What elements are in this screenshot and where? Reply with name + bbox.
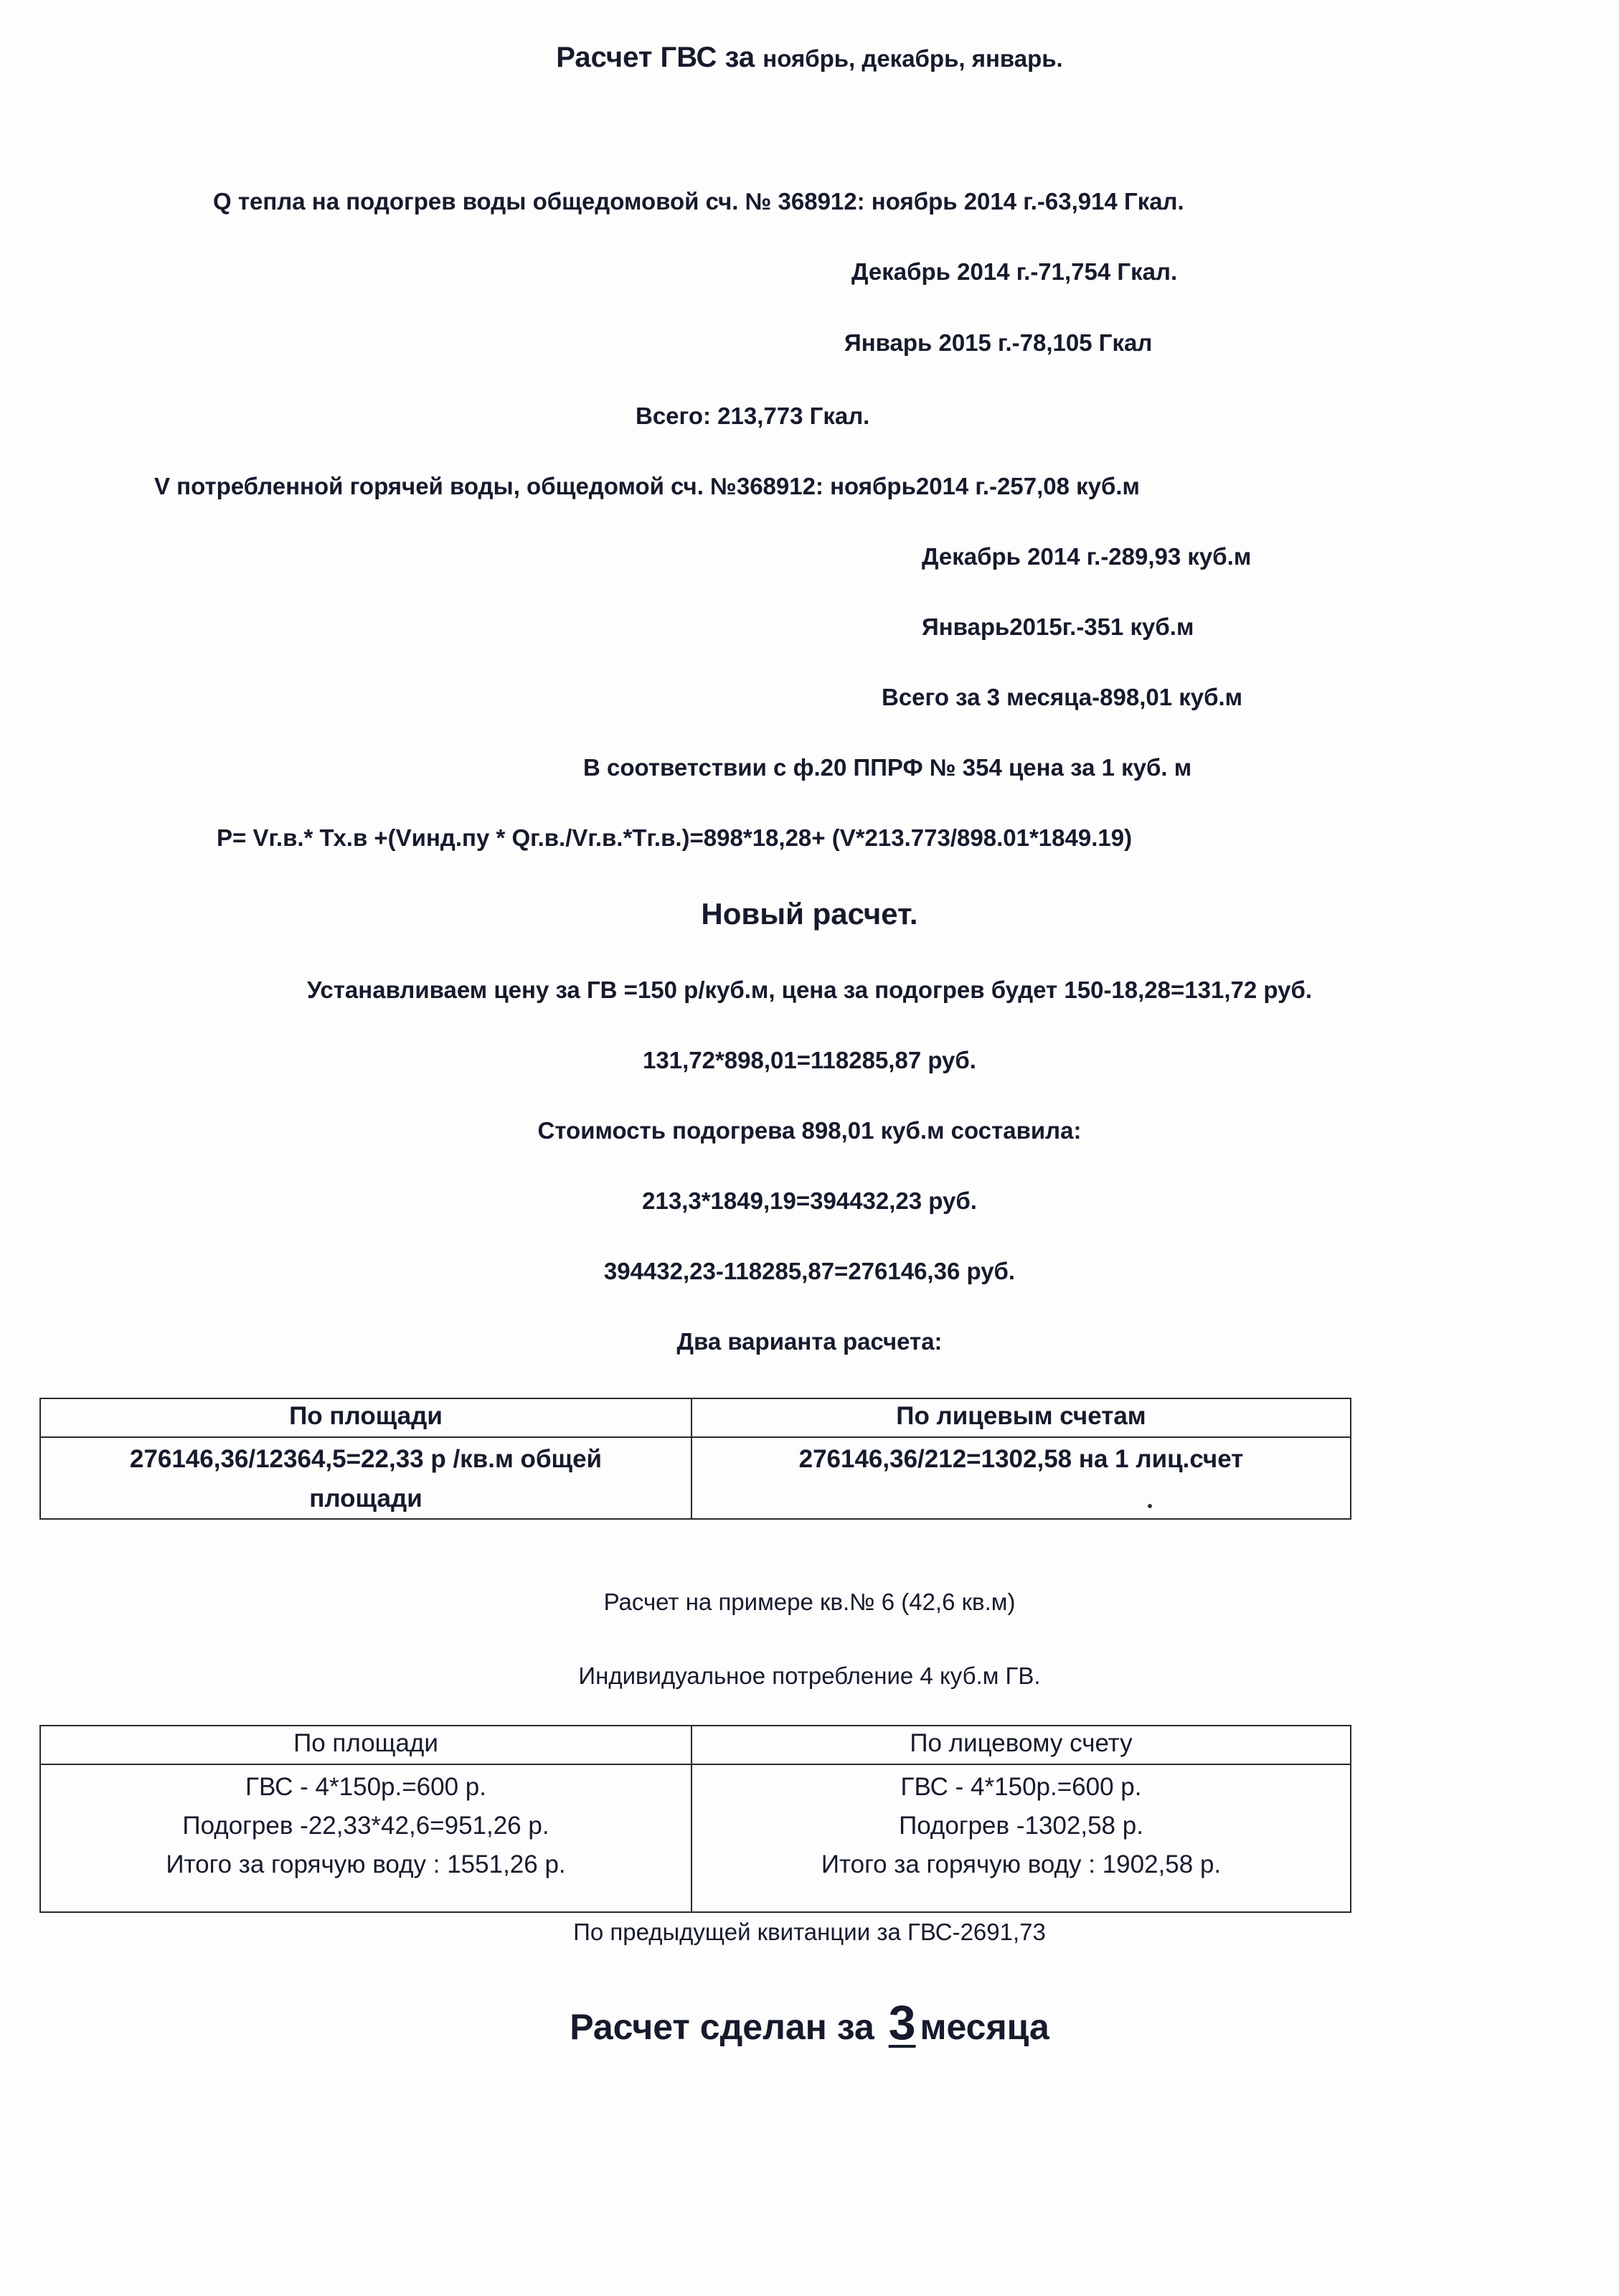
heat-total: Всего: 213,773 Гкал. xyxy=(636,403,870,429)
new-calc-line-3: Стоимость подогрева 898,01 куб.м составила: xyxy=(537,1117,1082,1144)
table-header-row xyxy=(40,1398,1351,1437)
volume-line-3: Январь2015г.-351 куб.м xyxy=(922,613,1194,640)
footer-summary xyxy=(0,1995,1619,2051)
table-header-account: По лицевому счету xyxy=(692,1726,1351,1764)
table-header-accounts: По лицевым счетам xyxy=(692,1398,1351,1437)
new-calc-line-5: 394432,23-118285,87=276146,36 руб. xyxy=(603,1258,1016,1284)
footer-prefix: Расчет сделан за xyxy=(570,2007,874,2047)
table-row xyxy=(40,1764,1351,1912)
table-header-area: По площади xyxy=(40,1726,692,1764)
footer-suffix: месяца xyxy=(920,2007,1049,2047)
table-header-area: По площади xyxy=(40,1398,692,1437)
cell-by-area: ГВС - 4*150р.=600 р. Подогрев -22,33*42,6=951,26 р. Итого за горячую воду : 1551,26 р. xyxy=(40,1764,692,1912)
new-calc-line-2: 131,72*898,01=118285,87 руб. xyxy=(643,1047,976,1073)
heat-line-3: Январь 2015 г.-78,105 Гкал xyxy=(844,329,1153,356)
regulation-text: В соответствии с ф.20 ППРФ № 354 цена за 1 куб. м xyxy=(583,754,1192,781)
new-calc-heading: Новый расчет. xyxy=(701,897,918,931)
example-table xyxy=(39,1725,1351,1913)
volume-line-2: Декабрь 2014 г.-289,93 куб.м xyxy=(922,543,1252,570)
example-line-2: Индивидуальное потребление 4 куб.м ГВ. xyxy=(578,1662,1041,1689)
example-line-1: Расчет на примере кв.№ 6 (42,6 кв.м) xyxy=(603,1589,1016,1615)
cell-by-accounts: 276146,36/212=1302,58 на 1 лиц.счет xyxy=(692,1437,1351,1519)
table-row xyxy=(40,1437,1351,1519)
table-header-row xyxy=(40,1726,1351,1764)
formula-text: P= Vг.в.* Тх.в +(Vинд.пу * Qг.в./Vг.в.*Тг.в.)=898*18,28+ (V*213.773/898.01*1849.19) xyxy=(217,824,1133,851)
variants-label: Два варианта расчета: xyxy=(676,1328,943,1355)
variants-table xyxy=(39,1398,1351,1520)
ink-dot xyxy=(1148,1504,1152,1508)
heat-line-1: Q тепла на подогрев воды общедомовой сч. № 368912: ноябрь 2014 г.-63,914 Гкал. xyxy=(213,188,1184,215)
volume-line-1: V потребленной горячей воды, общедомой сч. №368912: ноябрь2014 г.-257,08 куб.м xyxy=(154,473,1140,499)
previous-receipt-text: По предыдущей квитанции за ГВС-2691,73 xyxy=(573,1919,1046,1945)
title-main: Расчет ГВС за xyxy=(556,42,755,73)
page-title xyxy=(0,42,1619,74)
title-months: ноябрь, декабрь, январь. xyxy=(763,45,1063,72)
new-calc-line-4: 213,3*1849,19=394432,23 руб. xyxy=(642,1187,977,1214)
cell-by-area: 276146,36/12364,5=22,33 р /кв.м общей площади xyxy=(40,1437,692,1519)
cell-by-account: ГВС - 4*150р.=600 р. Подогрев -1302,58 р. Итого за горячую воду : 1902,58 р. xyxy=(692,1764,1351,1912)
volume-total: Всего за 3 месяца-898,01 куб.м xyxy=(882,684,1243,710)
new-calc-line-1: Устанавливаем цену за ГВ =150 р/куб.м, цена за подогрев будет 150-18,28=131,72 руб. xyxy=(306,977,1313,1003)
footer-months-number: 3 xyxy=(888,1995,916,2050)
heat-line-2: Декабрь 2014 г.-71,754 Гкал. xyxy=(851,258,1178,285)
